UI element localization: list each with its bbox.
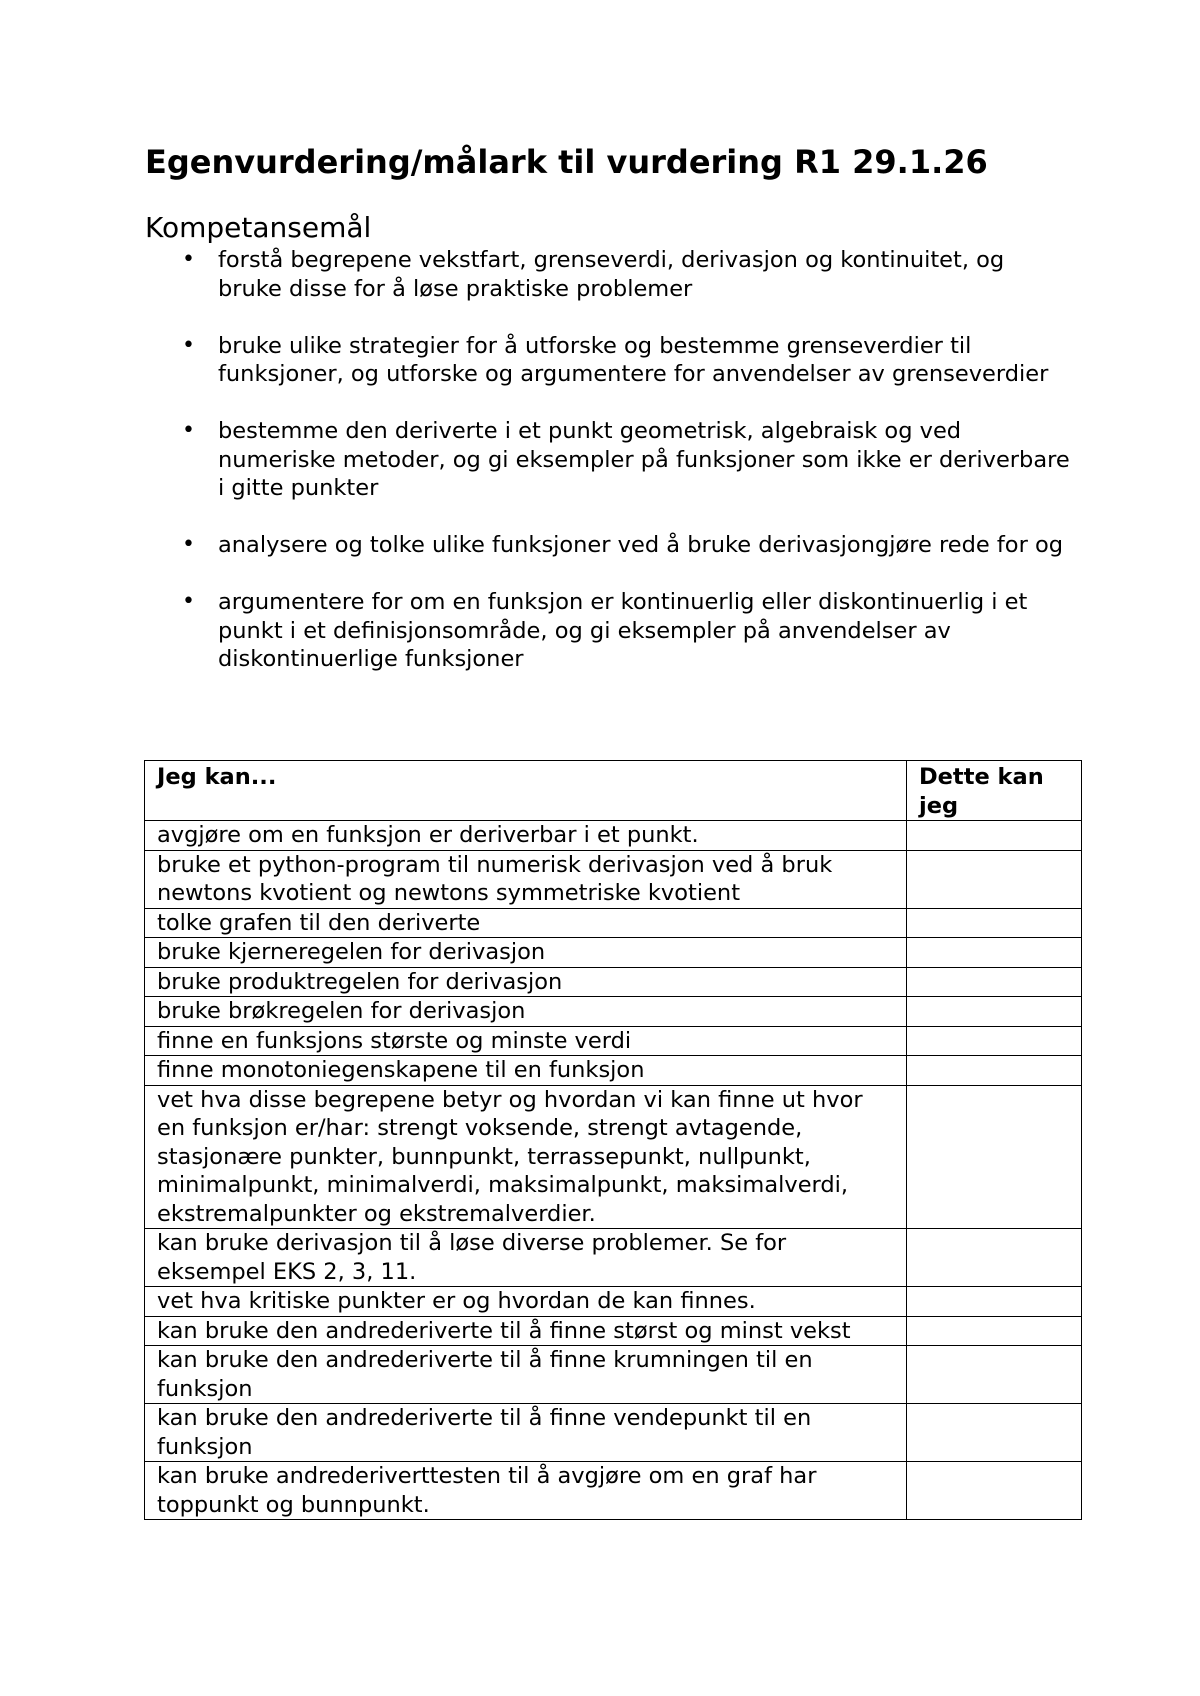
check-cell[interactable] <box>907 1085 1082 1229</box>
skill-cell: kan bruke den andrederiverte til å finne vendepunkt til en funksjon <box>145 1404 907 1462</box>
table-row <box>145 1404 1082 1462</box>
check-cell[interactable] <box>907 1462 1082 1520</box>
table-header-row <box>145 761 1082 821</box>
table-row <box>145 1229 1082 1287</box>
skill-cell: kan bruke andrederiverttesten til å avgjøre om en graf har toppunkt og bunnpunkt. <box>145 1462 907 1520</box>
skill-cell: bruke brøkregelen for derivasjon <box>145 997 907 1027</box>
goal-item <box>145 531 1075 560</box>
skill-cell: bruke kjerneregelen for derivasjon <box>145 938 907 968</box>
header-skill: Jeg kan... <box>145 761 907 821</box>
check-cell[interactable] <box>907 850 1082 908</box>
table-row <box>145 1085 1082 1229</box>
goal-text: bruke ulike strategier for å utforske og bestemme grenseverdier til funksjoner, og utforske og argumentere for anvendelser av grenseverdier <box>218 332 1049 387</box>
skill-cell: finne monotoniegenskapene til en funksjon <box>145 1056 907 1086</box>
section-heading: Kompetansemål <box>145 211 372 244</box>
bullet-icon: • <box>182 589 195 614</box>
bullet-icon: • <box>182 332 195 358</box>
check-cell[interactable] <box>907 1026 1082 1056</box>
goal-text: forstå begrepene vekstfart, grenseverdi, derivasjon og kontinuitet, og bruke disse for å løse praktiske problemer <box>218 247 1005 302</box>
check-cell[interactable] <box>907 1404 1082 1462</box>
skill-cell: tolke grafen til den deriverte <box>145 908 907 938</box>
table-row <box>145 821 1082 851</box>
table-row <box>145 938 1082 968</box>
bullet-icon: • <box>182 532 195 557</box>
table-row <box>145 1026 1082 1056</box>
table-row <box>145 1056 1082 1086</box>
check-cell[interactable] <box>907 1287 1082 1317</box>
table-row <box>145 1462 1082 1520</box>
table-row <box>145 1346 1082 1404</box>
skill-cell: kan bruke derivasjon til å løse diverse problemer. Se for eksempel EKS 2, 3, 11. <box>145 1229 907 1287</box>
skill-cell: kan bruke den andrederiverte til å finne krumningen til en funksjon <box>145 1346 907 1404</box>
check-cell[interactable] <box>907 1346 1082 1404</box>
table-row <box>145 1316 1082 1346</box>
table-row <box>145 967 1082 997</box>
skill-cell: bruke produktregelen for derivasjon <box>145 967 907 997</box>
goal-item <box>145 417 1075 503</box>
goal-item <box>145 246 1075 303</box>
table-row <box>145 1287 1082 1317</box>
document-title: Egenvurdering/målark til vurdering R1 29.1.26 <box>145 143 988 181</box>
goal-item <box>145 332 1075 389</box>
check-cell[interactable] <box>907 908 1082 938</box>
check-cell[interactable] <box>907 821 1082 851</box>
check-cell[interactable] <box>907 1056 1082 1086</box>
bullet-icon: • <box>182 418 195 443</box>
goal-text: analysere og tolke ulike funksjoner ved å bruke derivasjongjøre rede for og <box>218 532 1064 558</box>
bullet-icon: • <box>182 247 195 272</box>
skill-cell: kan bruke den andrederiverte til å finne størst og minst vekst <box>145 1316 907 1346</box>
check-cell[interactable] <box>907 1316 1082 1346</box>
skill-cell: vet hva kritiske punkter er og hvordan de kan finnes. <box>145 1287 907 1317</box>
goal-text: bestemme den deriverte i et punkt geometrisk, algebraisk og ved numeriske metoder, og gi eksempler på funksjoner som ikke er deriverbare i gitte punkter <box>218 418 1070 501</box>
check-cell[interactable] <box>907 1229 1082 1287</box>
table-row <box>145 908 1082 938</box>
competence-goals-list <box>145 246 1075 702</box>
check-cell[interactable] <box>907 967 1082 997</box>
table-row <box>145 997 1082 1027</box>
skill-cell: vet hva disse begrepene betyr og hvordan vi kan finne ut hvor en funksjon er/har: strengt voksende, strengt avtagende, stasjonære punkter, bunnpunkt, terrassepunkt, nullpunkt, minimalpunkt, minimalverdi, maksimalpunkt, maksimalverdi, ekstremalpunkter og ekstremalverdier. <box>145 1085 907 1229</box>
goal-text: argumentere for om en funksjon er kontinuerlig eller diskontinuerlig i et punkt i et definisjonsområde, og gi eksempler på anvendelser av diskontinuerlige funksjoner <box>218 589 1028 672</box>
header-can-do: Dette kan jeg <box>907 761 1082 821</box>
skill-cell: avgjøre om en funksjon er deriverbar i et punkt. <box>145 821 907 851</box>
skill-cell: bruke et python-program til numerisk derivasjon ved å bruk newtons kvotient og newtons symmetriske kvotient <box>145 850 907 908</box>
check-cell[interactable] <box>907 997 1082 1027</box>
skill-cell: finne en funksjons største og minste verdi <box>145 1026 907 1056</box>
table-row <box>145 850 1082 908</box>
goal-item <box>145 588 1075 674</box>
check-cell[interactable] <box>907 938 1082 968</box>
skills-table <box>144 760 1082 1520</box>
